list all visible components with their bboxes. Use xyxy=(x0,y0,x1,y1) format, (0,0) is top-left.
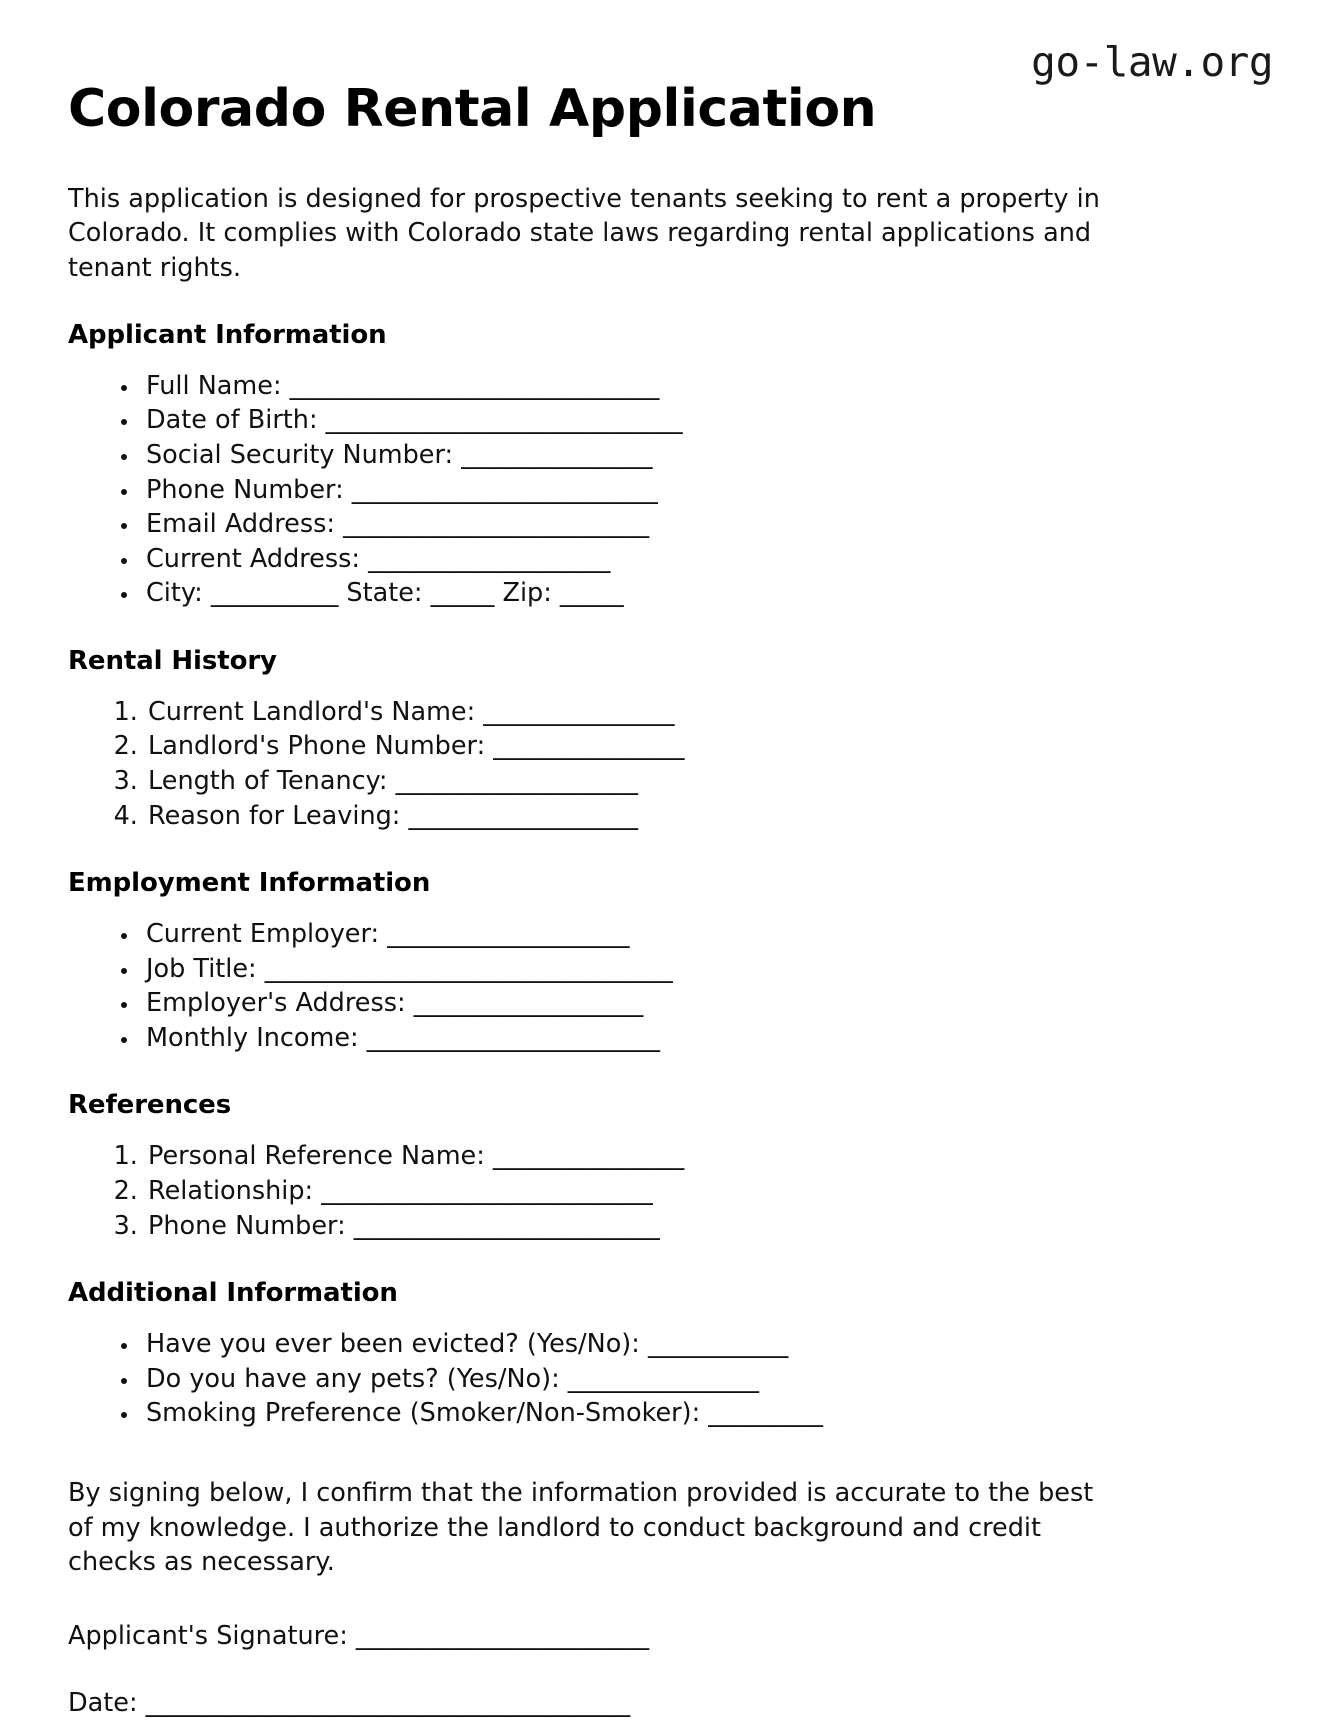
field-date[interactable]: Date: ______________________________________ xyxy=(68,1688,631,1719)
intro-paragraph: This application is designed for prospective tenants seeking to rent a property in Colorado. It complies with Colorado state laws regarding rental applications and tenant rights. xyxy=(68,183,1100,284)
field-personal-reference-name[interactable]: 1. Personal Reference Name: _______________ xyxy=(146,1140,1271,1175)
field-relationship[interactable]: 2. Relationship: __________________________ xyxy=(146,1175,1271,1210)
section-heading-applicant-information: Applicant Information xyxy=(68,319,387,350)
field-job-title[interactable]: • Job Title: ________________________________ xyxy=(140,953,1271,988)
field-full-name[interactable]: • Full Name: _____________________________ xyxy=(140,370,1271,405)
field-reason-for-leaving[interactable]: 4. Reason for Leaving: __________________ xyxy=(146,800,1271,835)
section-heading-employment-information: Employment Information xyxy=(68,868,431,899)
field-employers-address[interactable]: • Employer's Address: __________________ xyxy=(140,987,1271,1022)
field-social-security-number[interactable]: • Social Security Number: _______________ xyxy=(140,439,1271,474)
section-heading-rental-history: Rental History xyxy=(68,645,277,676)
field-landlords-phone-number[interactable]: 2. Landlord's Phone Number: _______________ xyxy=(146,730,1271,765)
site-watermark: go-law.org xyxy=(1031,38,1273,86)
rental-history-field-list xyxy=(68,676,1271,834)
employment-information-field-list xyxy=(68,898,1271,1056)
field-length-of-tenancy[interactable]: 3. Length of Tenancy: ___________________ xyxy=(146,765,1271,800)
field-email-address[interactable]: • Email Address: ________________________ xyxy=(140,508,1271,543)
field-pets-yes-no[interactable]: • Do you have any pets? (Yes/No): _______________ xyxy=(140,1363,1271,1398)
field-reference-phone-number[interactable]: 3. Phone Number: ________________________ xyxy=(146,1210,1271,1245)
field-smoking-preference[interactable]: • Smoking Preference (Smoker/Non-Smoker): _________ xyxy=(140,1397,1271,1432)
applicant-information-field-list xyxy=(68,350,1271,612)
field-applicants-signature[interactable]: Applicant's Signature: _______________________ xyxy=(68,1620,650,1651)
section-heading-references: References xyxy=(68,1090,232,1121)
additional-information-field-list xyxy=(68,1308,1271,1432)
field-evicted-yes-no[interactable]: • Have you ever been evicted? (Yes/No): ___________ xyxy=(140,1328,1271,1363)
field-monthly-income[interactable]: • Monthly Income: _______________________ xyxy=(140,1022,1271,1057)
field-date-of-birth[interactable]: • Date of Birth: ____________________________ xyxy=(140,404,1271,439)
field-current-address[interactable]: • Current Address: ___________________ xyxy=(140,543,1271,578)
field-current-landlords-name[interactable]: 1. Current Landlord's Name: _______________ xyxy=(146,696,1271,731)
field-city-state-zip[interactable]: • City: __________ State: _____ Zip: _____ xyxy=(140,577,1271,612)
attestation-paragraph: By signing below, I confirm that the information provided is accurate to the best of my knowledge. I authorize the landlord to conduct background and credit checks as necessary. xyxy=(68,1477,1094,1578)
page-title: Colorado Rental Application xyxy=(68,79,877,139)
references-field-list xyxy=(68,1120,1271,1244)
section-heading-additional-information: Additional Information xyxy=(68,1278,398,1309)
field-current-employer[interactable]: • Current Employer: ___________________ xyxy=(140,918,1271,953)
field-phone-number[interactable]: • Phone Number: ________________________ xyxy=(140,474,1271,509)
